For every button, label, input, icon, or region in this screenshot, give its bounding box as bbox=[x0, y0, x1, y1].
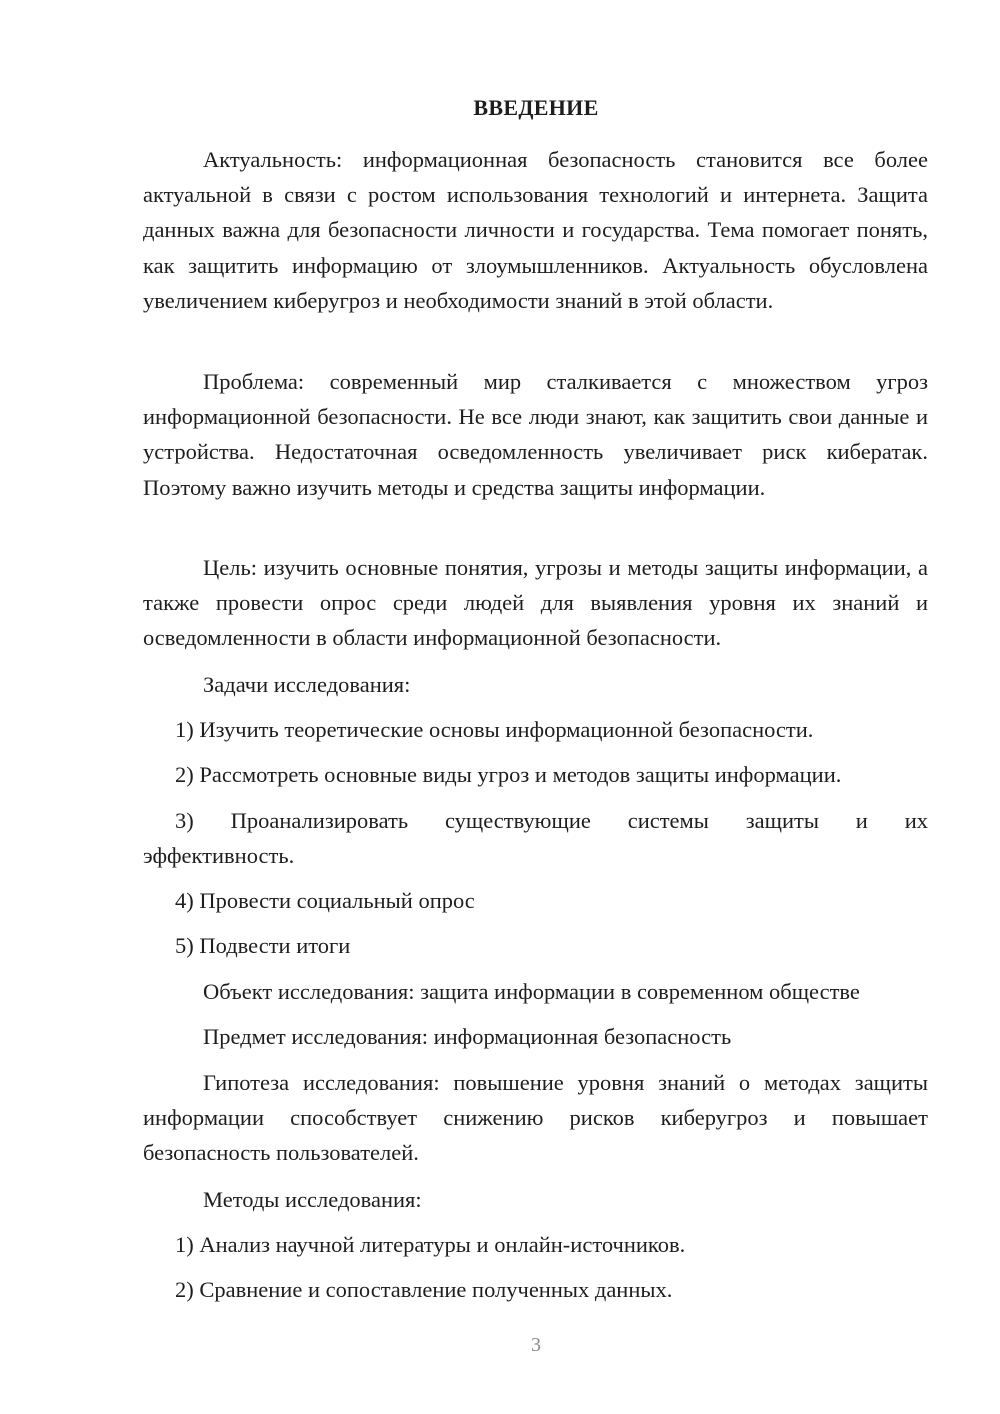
object-paragraph: Объект исследования: защита информации в современном обществе bbox=[203, 979, 860, 1004]
methods-heading: Методы исследования: bbox=[203, 1187, 422, 1212]
problem-paragraph: Проблема: современный мир сталкивается с множеством угроз информационной безопасности. Не все люди знают, как защитить свои данные и устройства. Недостаточная осведомленность увеличивает риск кибератак. Поэтому важно изучить методы и средства защиты информации. bbox=[143, 369, 928, 500]
task-item: 3) Проанализировать существующие системы защиты и их эффективность. bbox=[143, 808, 928, 869]
tasks-heading: Задачи исследования: bbox=[203, 672, 411, 697]
section-heading: ВВЕДЕНИЕ bbox=[473, 95, 599, 120]
relevance-paragraph: Актуальность: информационная безопасность становится все более актуальной в связи с ростом использования технологий и интернета. Защита данных важна для безопасности личности и государства. Тема помогает понять, как защитить информацию от злоумышленников. Актуальность обусловлена увеличением киберугроз и необходимости знаний в этой области. bbox=[143, 147, 928, 313]
task-item: 4) Провести социальный опрос bbox=[175, 888, 475, 913]
method-item: 1) Анализ научной литературы и онлайн-источников. bbox=[175, 1232, 686, 1257]
task-item: 1) Изучить теоретические основы информационной безопасности. bbox=[175, 717, 814, 742]
task-item: 2) Рассмотреть основные виды угроз и методов защиты информации. bbox=[175, 762, 842, 787]
goal-paragraph: Цель: изучить основные понятия, угрозы и методы защиты информации, а также провести опрос среди людей для выявления уровня их знаний и осведомленности в области информационной безопасности. bbox=[143, 555, 928, 651]
task-item: 5) Подвести итоги bbox=[175, 933, 351, 958]
method-item: 2) Сравнение и сопоставление полученных данных. bbox=[175, 1277, 673, 1302]
page-number: 3 bbox=[531, 1334, 541, 1356]
hypothesis-paragraph: Гипотеза исследования: повышение уровня знаний о методах защиты информации способствует снижению рисков киберугроз и повышает безопасность пользователей. bbox=[143, 1070, 928, 1166]
subject-paragraph: Предмет исследования: информационная безопасность bbox=[203, 1024, 732, 1049]
